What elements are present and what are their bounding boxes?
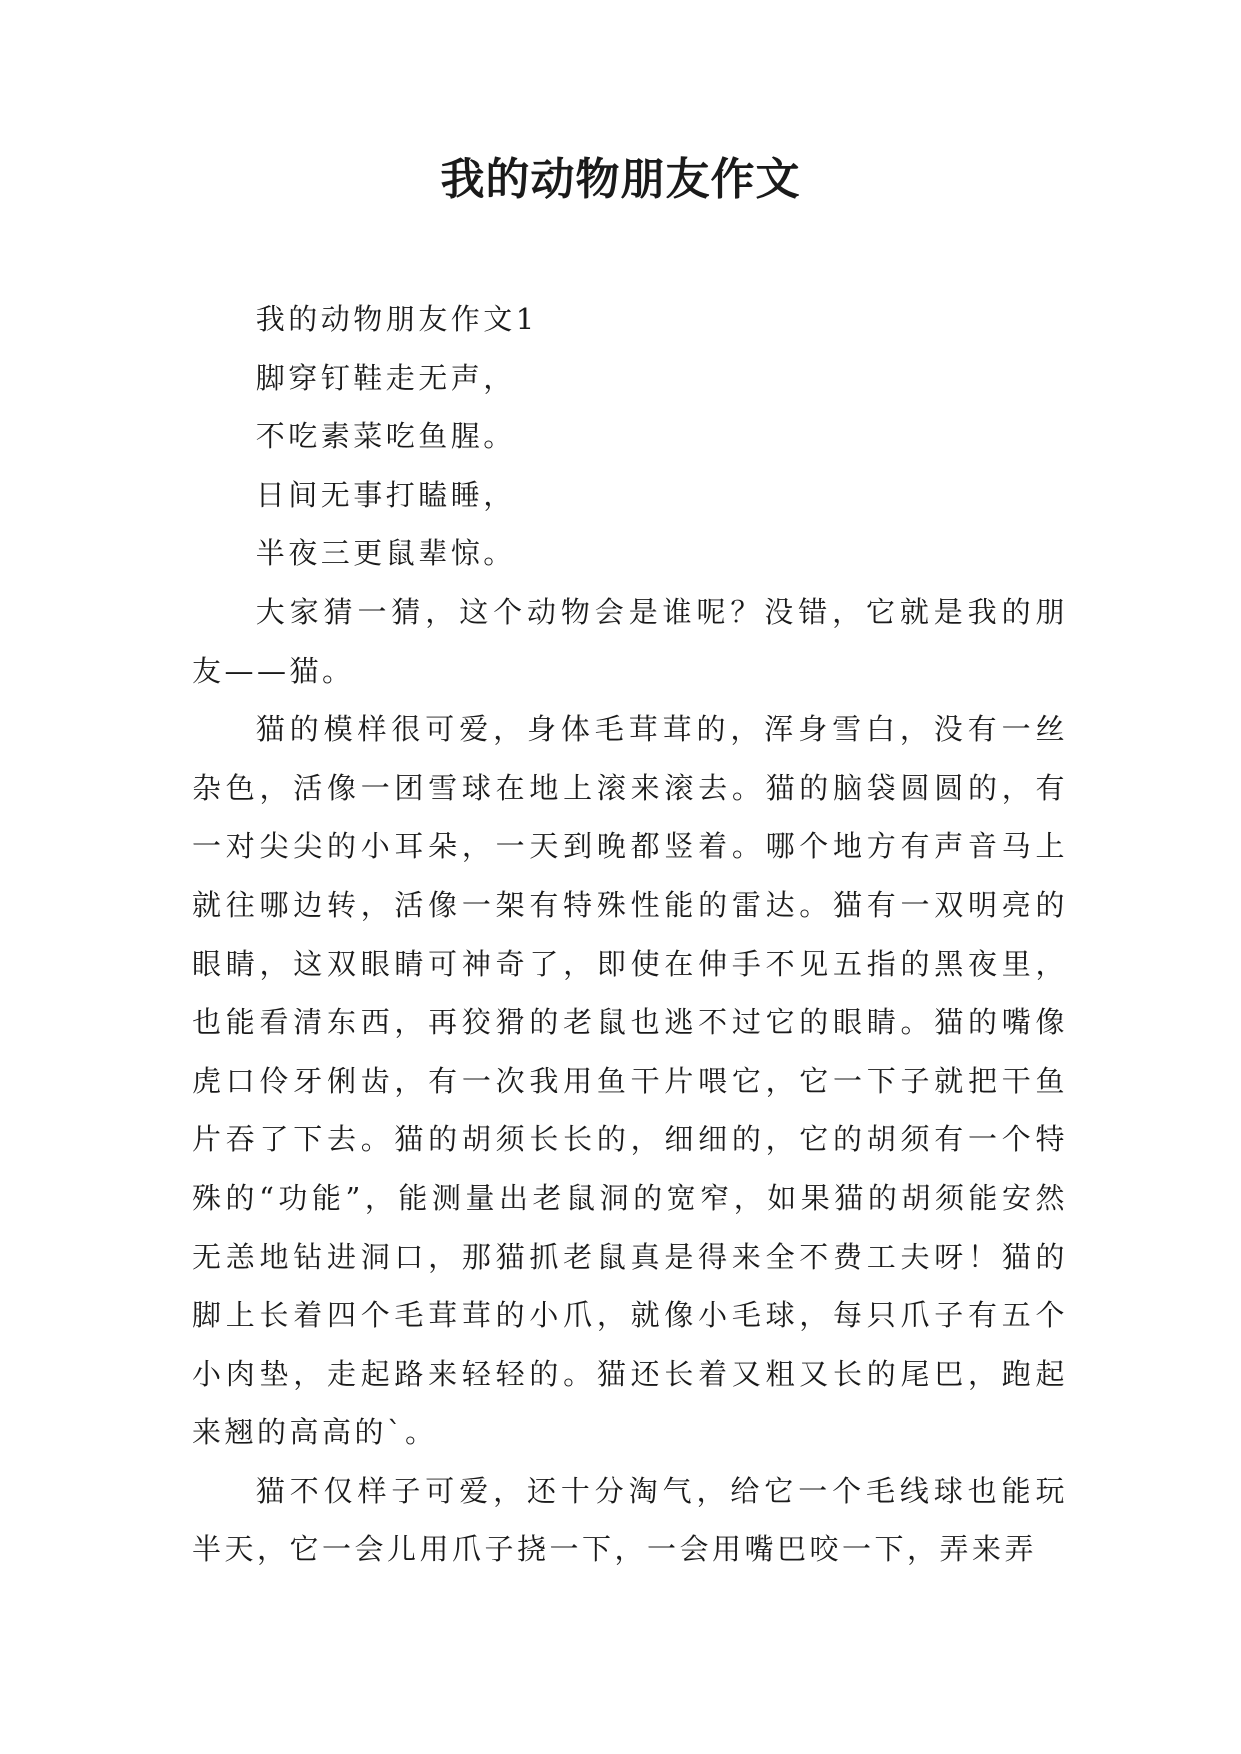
poem-line: 日间无事打瞌睡， [255, 477, 516, 512]
document-body [192, 290, 1068, 1579]
paragraph: 猫不仅样子可爱，还十分淘气，给它一个毛线球也能玩半天，它一会儿用爪子挠一下，一会用嘴巴咬一下，弄来弄 [192, 1473, 1068, 1567]
paragraph: 大家猜一猜，这个动物会是谁呢？没错，它就是我的朋友——猫。 [192, 594, 1068, 688]
poem-line: 半夜三更鼠辈惊。 [255, 536, 516, 571]
section-heading: 我的动物朋友作文1 [255, 302, 538, 336]
poem-line: 脚穿钉鞋走无声， [255, 360, 516, 395]
paragraph: 猫的模样很可爱，身体毛茸茸的，浑身雪白，没有一丝杂色，活像一团雪球在地上滚来滚去。猫的脑袋圆圆的，有一对尖尖的小耳朵，一天到晚都竖着。哪个地方有声音马上就往哪边转，活像一架有特殊性能的雷达。猫有一双明亮的眼睛，这双眼睛可神奇了，即使在伸手不见五指的黑夜里，也能看清东西，再狡猾的老鼠也逃不过它的眼睛。猫的嘴像虎口伶牙俐齿，有一次我用鱼干片喂它，它一下子就把干鱼片吞了下去。猫的胡须长长的，细细的，它的胡须有一个特殊的“功能”，能测量出老鼠洞的宽窄，如果猫的胡须能安然无恙地钻进洞口，那猫抓老鼠真是得来全不费工夫呀！猫的脚上长着四个毛茸茸的小爪，就像小毛球，每只爪子有五个小肉垫，走起路来轻轻的。猫还长着又粗又长的尾巴，跑起来翘的高高的`。 [192, 712, 1068, 1450]
poem-line: 不吃素菜吃鱼腥。 [255, 419, 516, 454]
document-title: 我的动物朋友作文 [440, 154, 801, 205]
